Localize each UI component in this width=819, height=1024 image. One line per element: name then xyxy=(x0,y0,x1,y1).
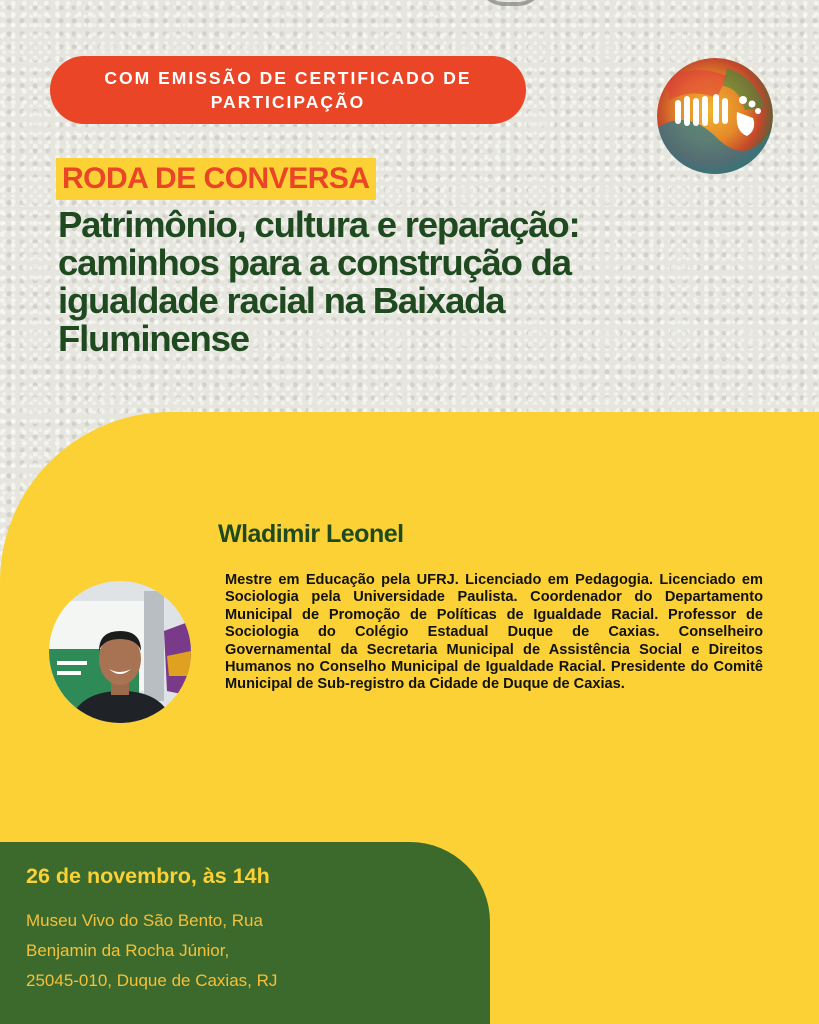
speaker-photo xyxy=(49,581,191,723)
speaker-name: Wladimir Leonel xyxy=(218,520,404,548)
speaker-bio: Mestre em Educação pela UFRJ. Licenciado em Pedagogia. Licenciado em Sociologia pela Universidade Paulista. Coordenador do Departamento Municipal de Promoção de Políticas de Igualdade Racial. Professor de Sociologia do Colégio Estadual Duque de Caxias. Conselheiro Governamental da Secretaria Municipal de Assistência Social e Direitos Humanos no Conselho Municipal de Igualdade Racial. Presidente do Comitê Municipal de Sub-registro da Cidade de Duque de Caxias. xyxy=(225,572,763,693)
venue-line-2: Benjamin da Rocha Júnior, xyxy=(26,941,230,960)
event-title: Patrimônio, cultura e reparação: caminhos para a construção da igualdade racial na Baixada Fluminense xyxy=(58,204,580,359)
event-venue xyxy=(26,906,366,996)
decorative-arc xyxy=(478,0,544,6)
venue-line-1: Museu Vivo do São Bento, Rua xyxy=(26,911,263,930)
certificate-badge xyxy=(50,56,526,124)
certificate-text: COM EMISSÃO DE CERTIFICADO DE PARTICIPAÇÃO xyxy=(104,68,472,112)
musb-logo xyxy=(657,58,773,174)
event-type-label: RODA DE CONVERSA xyxy=(56,158,376,200)
venue-line-3: 25045-010, Duque de Caxias, RJ xyxy=(26,971,278,990)
event-date-time: 26 de novembro, às 14h xyxy=(26,864,270,888)
